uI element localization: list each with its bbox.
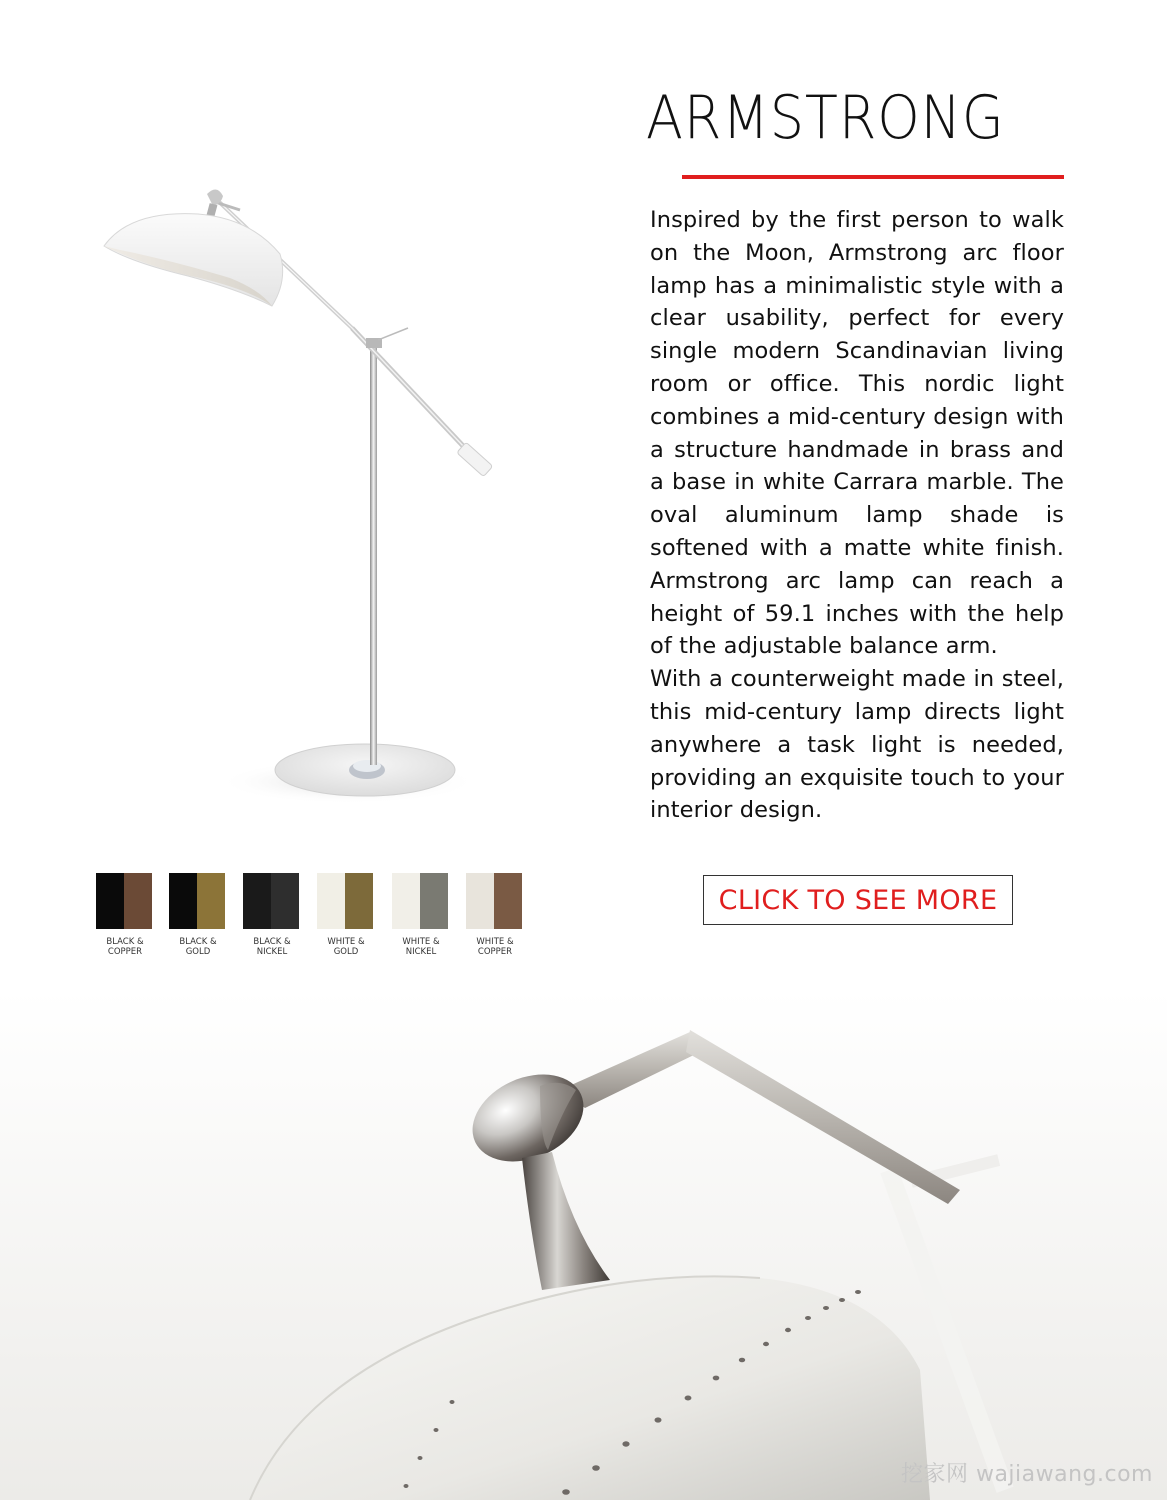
description-paragraph-2: With a counterweight made in steel, this mid-century lamp directs light anywhere a task light is needed, providing an exquisite touch to your interior design. [650, 666, 1064, 824]
finish-label-line2: GOLD [333, 947, 359, 957]
finish-swatch [392, 873, 450, 957]
lamp-product-image [90, 180, 530, 820]
finish-color-chip [392, 873, 448, 929]
finish-label-line2: NICKEL [405, 947, 437, 957]
finish-label-line2: COPPER [107, 947, 143, 957]
finish-swatches [96, 873, 536, 973]
finish-label-line1: BLACK & [106, 937, 144, 947]
finish-label-line2: NICKEL [256, 947, 288, 957]
finish-color-chip [317, 873, 373, 929]
finish-swatch [169, 873, 227, 957]
finish-label [391, 937, 451, 957]
description-paragraph-1: Inspired by the first person to walk on the Moon, Armstrong arc floor lamp has a minimalistic style with a clear usability, perfect for every single modern Scandinavian living room or office. This nordic light combines a mid-century design with a structure handmade in brass and a base in white Carrara marble. The oval aluminum lamp shade is softened with a matte white finish. Armstrong arc lamp can reach a height of 59.1 inches with the help of the adjustable balance arm. [650, 207, 1064, 660]
finish-label-line1: WHITE & [402, 937, 440, 947]
finish-swatch [96, 873, 154, 957]
finish-label [465, 937, 525, 957]
finish-label-line2: GOLD [185, 947, 211, 957]
see-more-button[interactable]: CLICK TO SEE MORE [703, 875, 1013, 925]
finish-swatch [466, 873, 524, 957]
finish-swatch [317, 873, 375, 957]
finish-color-chip [466, 873, 522, 929]
finish-color-chip [243, 873, 299, 929]
finish-label [316, 937, 376, 957]
finish-label [95, 937, 155, 957]
finish-swatch [243, 873, 301, 957]
finish-label [168, 937, 228, 957]
finish-label-line2: COPPER [477, 947, 513, 957]
finish-color-chip [96, 873, 152, 929]
finish-label-line1: BLACK & [253, 937, 291, 947]
finish-label-line1: WHITE & [327, 937, 365, 947]
finish-label-line1: WHITE & [476, 937, 514, 947]
watermark: 挖家网 wajiawang.com [900, 1462, 1153, 1487]
finish-label-line1: BLACK & [179, 937, 217, 947]
product-title: ARMSTRONG [646, 83, 1005, 153]
product-description [650, 204, 1064, 827]
finish-label [242, 937, 302, 957]
finish-color-chip [169, 873, 225, 929]
title-underline [682, 175, 1064, 179]
lamp-closeup-image [0, 990, 1167, 1500]
